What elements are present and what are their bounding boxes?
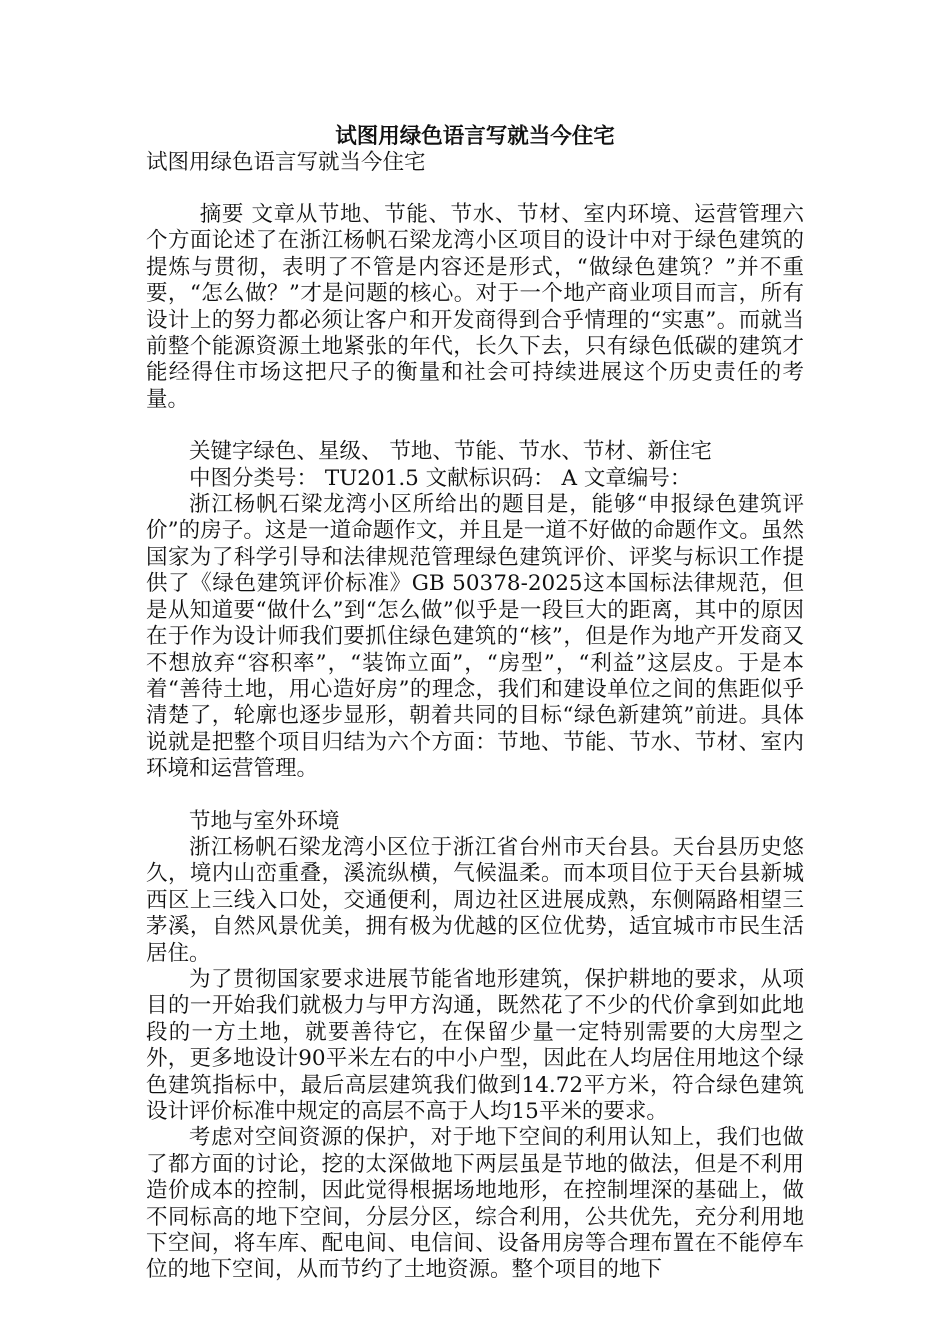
abstract-paragraph: 摘要 文章从节地、节能、节水、节材、室内环境、运营管理六个方面论述了在浙江杨帆石梁龙湾小区项目的设计中对于绿色建筑的提炼与贯彻，表明了不管是内容还是形式，“做绿色建筑？”并不重要，“怎么做？”才是问题的核心。对于一个地产商业项目而言，所有设计上的努力都必须让客户和开发商得到合乎情理的“实惠”。而就当前整个能源资源土地紧张的年代，长久下去，只有绿色低碳的建筑才能经得住市场这把尺子的衡量和社会可持续进展这个历史责任的考量。: [146, 202, 804, 412]
underground-paragraph: 考虑对空间资源的保护，对于地下空间的利用认知上，我们也做了都方面的讨论，挖的太深做地下两层虽是节地的做法，但是不利用造价成本的控制，因此觉得根据场地地形，在控制埋深的基础上，做不同标高的地下空间，分层分区，综合利用，公共优先，充分利用地下空间，将车库、配电间、电信间、设备用房等合理布置在不能停车位的地下空间，从而节约了土地资源。整个项目的地下: [146, 1125, 804, 1283]
spacer: [146, 413, 804, 439]
document-page: [146, 124, 804, 1284]
spacer: [146, 783, 804, 809]
location-paragraph: 浙江杨帆石梁龙湾小区位于浙江省台州市天台县。天台县历史悠久，境内山峦重叠，溪流纵横，气候温柔。而本项目位于天台县新城西区上三线入口处，交通便利，周边社区进展成熟，东侧隔路相望三茅溪，自然风景优美，拥有极为优越的区位优势，适宜城市市民生活居住。: [146, 834, 804, 966]
keywords-line: 关键字绿色、星级、 节地、节能、节水、节材、新住宅: [189, 439, 712, 465]
classification-line: 中图分类号： TU201.5 文献标识码： A 文章编号：: [189, 465, 692, 491]
document-title: 试图用绿色语言写就当今住宅: [335, 124, 615, 149]
spacer: [146, 176, 804, 202]
section-heading: 节地与室外环境: [189, 808, 340, 834]
intro-paragraph: 浙江杨帆石梁龙湾小区所给出的题目是，能够“申报绿色建筑评价”的房子。这是一道命题作文，并且是一道不好做的命题作文。虽然国家为了科学引导和法律规范管理绿色建筑评价、评奖与标识工作提供了《绿色建筑评价标准》GB 50378-2025这本国标法律规范，但是从知道要“做什么”到“怎么做”似乎是一段巨大的距离，其中的原因在于作为设计师我们要抓住绿色建筑的“核”，但是作为地产开发商又不想放弃“容积率”，“装饰立面”，“房型”，“利益”这层皮。于是本着“善待土地，用心造好房”的理念，我们和建设单位之间的焦距似乎清楚了，轮廓也逐步显形，朝着共同的目标“绿色新建筑”前进。具体说就是把整个项目归结为六个方面：节地、节能、节水、节材、室内环境和运营管理。: [146, 492, 804, 782]
land-paragraph: 为了贯彻国家要求进展节能省地形建筑，保护耕地的要求，从项目的一开始我们就极力与甲方沟通，既然花了不少的代价拿到如此地段的一方土地，就要善待它，在保留少量一定特别需要的大房型之外，更多地设计90平米左右的中小户型，因此在人均居住用地这个绿色建筑指标中，最后高层建筑我们做到14.72平方米，符合绿色建筑设计评价标准中规定的高层不高于人均15平米的要求。: [146, 966, 804, 1124]
document-subtitle: 试图用绿色语言写就当今住宅: [146, 150, 426, 175]
